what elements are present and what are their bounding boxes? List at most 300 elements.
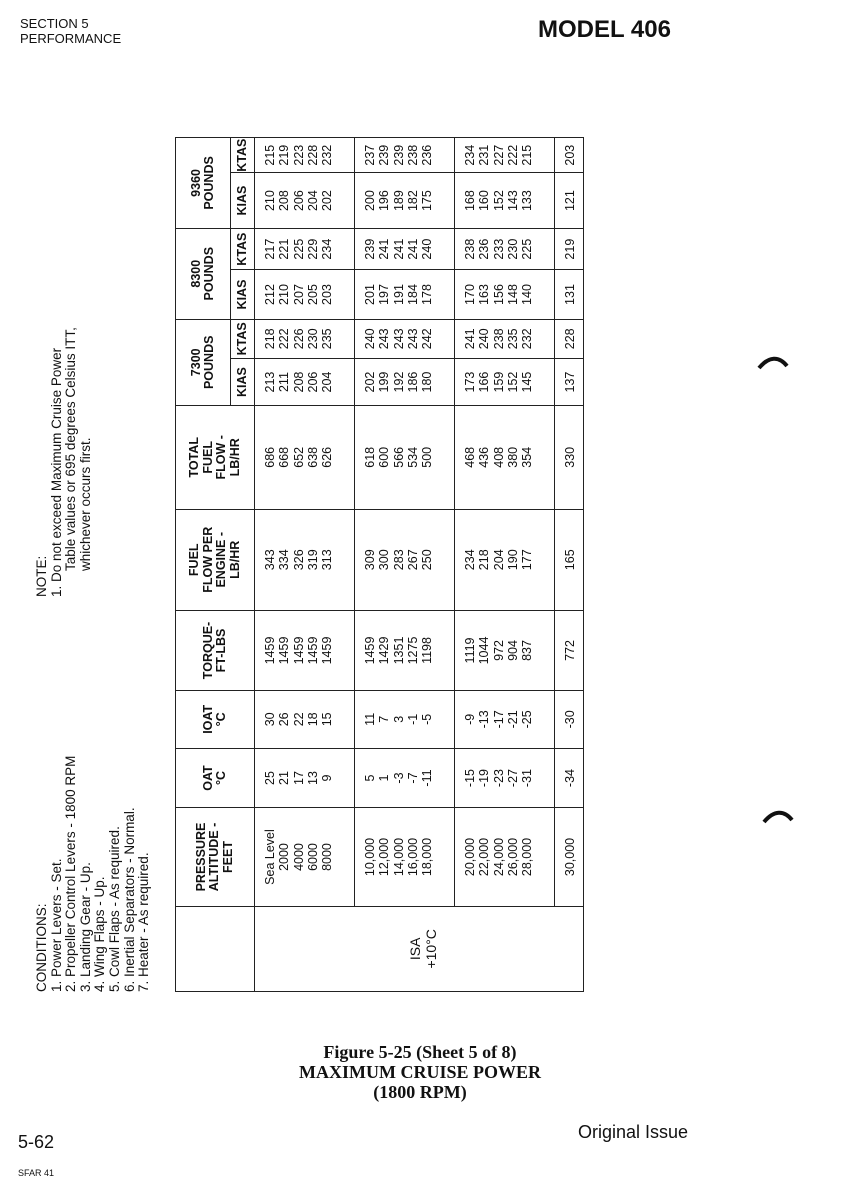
table-value: 233 [491, 238, 506, 260]
table-value: 137 [563, 371, 577, 393]
cell-ktas-9360 [455, 138, 555, 173]
table-value: -31 [520, 768, 535, 788]
cell-kias-7300 [355, 359, 455, 406]
cell-altitude [455, 808, 555, 906]
table-value: 243 [405, 328, 420, 350]
table-value: 204 [320, 371, 335, 393]
header-text: POUNDS [202, 246, 216, 301]
cell-kias-9360 [355, 173, 455, 229]
cell-kias-7300 [455, 359, 555, 406]
table-value: 534 [405, 446, 420, 468]
rotated-performance-content [34, 138, 595, 992]
cell-ioat [555, 691, 584, 749]
table-value: 5 [363, 774, 377, 782]
table-value: 241 [377, 238, 392, 260]
note-line: 1. Do not exceed Maximum Cruise Power [48, 347, 64, 597]
table-value: 192 [391, 371, 406, 393]
cell-kias-8300 [255, 270, 355, 319]
table-value: 4000 [291, 843, 306, 871]
data-group-row [255, 138, 355, 992]
table-value: 334 [277, 549, 292, 571]
table-value: 15 [320, 712, 335, 727]
table-value: 242 [420, 328, 435, 350]
section-title: SECTION 5 [20, 16, 89, 31]
table-value: 22 [291, 712, 306, 727]
table-value: 235 [320, 328, 335, 350]
table-value: 326 [291, 549, 306, 571]
table-value: 283 [391, 549, 406, 571]
table-value: 330 [563, 446, 577, 468]
table-value: 205 [305, 284, 320, 305]
page-number: 5-62 [18, 1132, 55, 1152]
table-value: 25 [263, 771, 277, 785]
cell-ioat [455, 691, 555, 749]
note-line: Table values or 695 degrees Celsius ITT, [63, 327, 79, 571]
header-text: TORQUE- [200, 621, 215, 680]
table-value: -30 [563, 710, 577, 729]
cell-ktas-8300 [355, 228, 455, 270]
table-value: 566 [391, 446, 406, 468]
cell-total-fuel-flow [355, 406, 455, 510]
table-value: 225 [291, 238, 306, 260]
cell-fuel-flow-engine [455, 509, 555, 610]
table-value: 18,000 [420, 837, 435, 877]
table-value: 231 [477, 144, 492, 166]
header-text: POUNDS [202, 335, 216, 390]
header-weight-8300 [176, 228, 231, 319]
table-value: 163 [477, 284, 492, 305]
condition-item: 4. Wing Flaps - Up. [92, 876, 108, 992]
header-text: POUNDS [202, 156, 216, 210]
issue-label: Original Issue [578, 1122, 689, 1142]
table-value: 236 [420, 144, 435, 166]
table-value: 218 [263, 328, 277, 350]
table-value: 1459 [363, 636, 377, 665]
cell-ktas-8300 [455, 228, 555, 270]
table-value: 309 [363, 549, 377, 571]
table-value: -15 [463, 768, 477, 788]
header-text: °C [214, 771, 228, 786]
table-value: 772 [563, 640, 577, 661]
table-value: 14,000 [391, 837, 406, 877]
table-value: 218 [477, 549, 492, 571]
figure-rpm: (1800 RPM) [373, 1082, 467, 1102]
condition-item: 1. Power Levers - Set. [48, 858, 64, 992]
table-value: 189 [391, 190, 406, 212]
table-value: 131 [563, 284, 577, 305]
table-value: 234 [463, 549, 477, 571]
table-value: 215 [263, 144, 277, 166]
table-value: 210 [277, 284, 292, 305]
table-value: 1459 [263, 636, 277, 665]
cell-kias-8300 [555, 270, 584, 319]
table-value: 178 [420, 284, 435, 305]
table-value: 380 [505, 446, 520, 468]
table-value: -11 [420, 769, 435, 787]
table-value: -7 [405, 772, 420, 784]
table-value: 197 [377, 284, 392, 305]
table-value: 241 [391, 238, 406, 260]
table-value: 226 [291, 328, 306, 350]
table-value: 223 [291, 144, 306, 166]
table-value: 210 [263, 190, 277, 212]
section-header [20, 16, 121, 46]
table-value: -17 [491, 710, 506, 729]
condition-label-cell [255, 906, 584, 991]
table-value: 228 [563, 328, 577, 350]
table-value: 232 [320, 144, 335, 166]
header-ktas-9360: KTAS [231, 138, 255, 173]
table-value: 238 [463, 238, 477, 260]
table-value: 626 [320, 446, 335, 468]
table-value: 26 [277, 712, 292, 727]
header-pressure-altitude [176, 808, 255, 906]
figure-number: Figure 5-25 (Sheet 5 of 8) [323, 1042, 517, 1062]
table-value: -27 [505, 768, 520, 788]
table-value: 190 [505, 549, 520, 571]
cell-fuel-flow-engine [355, 509, 455, 610]
table-value: 10,000 [363, 837, 377, 877]
conditions-block [35, 756, 152, 992]
cell-kias-9360 [455, 173, 555, 229]
condition-item: 2. Propeller Control Levers - 1800 RPM [63, 755, 79, 992]
table-value: 468 [463, 446, 477, 468]
table-value: 159 [491, 371, 506, 393]
figure-caption [190, 1042, 650, 1102]
table-value: 140 [520, 284, 535, 305]
cell-fuel-flow-engine [255, 509, 355, 610]
table-value: 7 [377, 715, 392, 723]
table-value: 236 [477, 238, 492, 260]
table-value: 319 [305, 549, 320, 571]
cell-ktas-7300 [355, 319, 455, 359]
data-group-row [555, 138, 584, 992]
condition-label: +10°C [423, 929, 439, 969]
condition-item: 3. Landing Gear - Up. [77, 862, 93, 992]
table-value: 225 [520, 238, 535, 260]
note-block [35, 327, 93, 597]
cell-oat [255, 748, 355, 808]
table-value: 837 [520, 640, 535, 661]
table-value: 234 [320, 238, 335, 260]
table-value: 232 [520, 328, 535, 350]
table-value: -23 [491, 768, 506, 788]
table-value: 133 [520, 190, 535, 212]
condition-item: 5. Cowl Flaps - As required. [106, 826, 122, 992]
table-value: 500 [420, 446, 435, 468]
table-value: 17 [291, 771, 306, 785]
table-value: 202 [363, 371, 377, 393]
table-value: 199 [377, 371, 392, 393]
header-weight-9360 [176, 138, 231, 229]
table-value: -13 [477, 710, 492, 729]
table-value: 196 [377, 190, 392, 212]
table-value: 184 [405, 284, 420, 305]
header-text: TOTAL [187, 437, 201, 478]
table-value: 652 [291, 446, 306, 468]
table-value: 313 [320, 549, 335, 571]
header-fuel-flow-per-engine [176, 509, 255, 610]
table-value: 3 [391, 715, 406, 723]
table-value: 212 [263, 284, 277, 305]
table-value: 211 [277, 372, 292, 393]
header-kias-9360: KIAS [231, 173, 255, 229]
table-value: -21 [505, 710, 520, 729]
cell-ktas-7300 [455, 319, 555, 359]
header-kias-8300: KIAS [231, 270, 255, 319]
table-value: 238 [405, 144, 420, 166]
header-text: FLOW PER [200, 526, 215, 593]
table-value: 300 [377, 549, 392, 571]
figure-title: MAXIMUM CRUISE POWER [299, 1062, 541, 1082]
cell-total-fuel-flow [255, 406, 355, 510]
table-value: 160 [477, 190, 492, 212]
table-value: 215 [520, 144, 535, 166]
table-value: -1 [405, 713, 420, 725]
cell-ioat [255, 691, 355, 749]
table-value: 235 [505, 328, 520, 350]
table-value: 21 [277, 771, 292, 785]
table-value: 1275 [405, 636, 420, 665]
table-value: 13 [305, 771, 320, 785]
table-value: 200 [363, 190, 377, 212]
table-value: 221 [277, 238, 292, 260]
header-text: 8300 [188, 259, 203, 288]
cell-ktas-9360 [555, 138, 584, 173]
table-value: 207 [291, 284, 306, 305]
table-value: 217 [263, 238, 277, 260]
table-value: -3 [391, 772, 406, 784]
header-ktas-7300: KTAS [231, 319, 255, 359]
table-value: 436 [477, 446, 492, 468]
header-text: FLOW - [214, 435, 228, 480]
header-total-fuel-flow [176, 406, 255, 510]
punch-hole-mark [760, 806, 796, 830]
table-value: -34 [563, 768, 577, 788]
cell-ktas-8300 [255, 228, 355, 270]
model-title: MODEL 406 [538, 16, 671, 43]
table-value: 201 [363, 284, 377, 305]
table-value: 26,000 [505, 837, 520, 877]
table-value: 182 [405, 190, 420, 212]
table-value: 1429 [377, 636, 392, 665]
cell-altitude [255, 808, 355, 906]
table-value: 206 [291, 190, 306, 212]
table-value: 222 [277, 328, 292, 350]
header-kias-7300: KIAS [231, 359, 255, 406]
table-value: 175 [420, 190, 435, 212]
header-text: FUEL [200, 440, 215, 474]
data-group-row [455, 138, 555, 992]
table-value: 180 [420, 371, 435, 393]
table-value: 11 [363, 712, 377, 726]
table-value: 243 [377, 328, 392, 350]
header-text: 9360 [188, 169, 203, 197]
table-value: 6000 [305, 843, 320, 871]
table-value: 227 [491, 144, 506, 166]
cell-torque [455, 610, 555, 690]
header-oat [176, 748, 255, 808]
cell-total-fuel-flow [455, 406, 555, 510]
table-value: 230 [305, 328, 320, 350]
table-value: 165 [563, 549, 577, 571]
table-value: 18 [305, 712, 320, 727]
table-value: 241 [405, 238, 420, 260]
table-value: 228 [305, 144, 320, 166]
table-value: 240 [477, 328, 492, 350]
table-value: 1198 [420, 637, 435, 664]
cell-torque [255, 610, 355, 690]
table-value: 904 [505, 640, 520, 661]
table-value: 1044 [477, 636, 492, 665]
table-value: 152 [491, 190, 506, 212]
table-value: 168 [463, 190, 477, 212]
table-value: 8000 [320, 843, 335, 871]
table-value: 202 [320, 190, 335, 212]
table-value: 156 [491, 284, 506, 305]
header-text: IOAT [200, 704, 215, 734]
performance-table-body [176, 138, 584, 992]
table-value: 166 [477, 371, 492, 393]
table-value: 1459 [277, 636, 292, 665]
table-value: 343 [263, 549, 277, 571]
table-value: 243 [391, 328, 406, 350]
header-ktas-8300: KTAS [231, 228, 255, 270]
table-value: 30,000 [563, 837, 577, 877]
performance-table [175, 137, 584, 992]
header-weight-7300 [176, 319, 231, 405]
table-value: 152 [505, 371, 520, 393]
header-text: 7300 [188, 348, 203, 377]
table-value: 1119 [463, 637, 477, 664]
cell-ktas-7300 [255, 319, 355, 359]
header-torque [176, 610, 255, 690]
table-value: Sea Level [263, 829, 277, 885]
table-value: 408 [491, 446, 506, 468]
table-value: 1459 [291, 636, 306, 665]
header-text: FEET [220, 841, 235, 873]
table-value: 177 [520, 549, 535, 571]
table-value: 972 [491, 640, 506, 661]
table-value: 203 [320, 284, 335, 305]
table-value: 234 [463, 144, 477, 166]
table-value: 9 [320, 774, 335, 782]
table-value: -25 [520, 710, 535, 729]
header-text: LB/HR [227, 540, 242, 579]
header-text: FUEL [187, 543, 201, 577]
table-value: 230 [505, 238, 520, 260]
section-subtitle: PERFORMANCE [20, 31, 122, 46]
conditions-heading: CONDITIONS: [34, 903, 49, 992]
condition-label: ISA [407, 937, 423, 961]
table-value: 2000 [277, 843, 292, 871]
table-value: 206 [305, 371, 320, 393]
table-value: 22,000 [477, 837, 492, 877]
table-value: 143 [505, 190, 520, 212]
table-value: 239 [391, 144, 406, 166]
header-text: ENGINE - [214, 531, 228, 588]
table-value: 12,000 [377, 837, 392, 877]
table-value: 16,000 [405, 837, 420, 877]
table-value: 240 [363, 328, 377, 350]
table-value: 203 [563, 144, 577, 166]
table-value: 121 [563, 190, 577, 212]
table-value: 668 [277, 446, 292, 468]
table-value: 239 [377, 144, 392, 166]
table-value: 238 [491, 328, 506, 350]
condition-item: 6. Inertial Separators - Normal. [121, 807, 137, 992]
table-value: 1351 [391, 636, 406, 665]
cell-fuel-flow-engine [555, 509, 584, 610]
table-value: 267 [405, 549, 420, 571]
table-value: 1 [377, 774, 392, 782]
cell-ktas-8300 [555, 228, 584, 270]
table-value: 24,000 [491, 837, 506, 877]
table-value: 222 [505, 144, 520, 166]
table-value: 241 [463, 328, 477, 350]
punch-hole-mark [755, 352, 791, 376]
doc-code: SFAR 41 [18, 1168, 55, 1178]
cell-total-fuel-flow [555, 406, 584, 510]
table-value: 1459 [305, 636, 320, 665]
header-text: LB/HR [227, 438, 242, 477]
table-value: 173 [463, 371, 477, 393]
table-value: -19 [477, 768, 492, 788]
table-value: 686 [263, 446, 277, 468]
table-value: 191 [391, 284, 406, 305]
table-value: 28,000 [520, 837, 535, 877]
cell-kias-7300 [255, 359, 355, 406]
table-value: 240 [420, 238, 435, 260]
cell-kias-9360 [255, 173, 355, 229]
table-value: 237 [363, 144, 377, 166]
table-value: 213 [263, 371, 277, 393]
cell-ktas-9360 [355, 138, 455, 173]
table-value: 208 [277, 190, 292, 212]
table-value: 20,000 [463, 837, 477, 877]
table-value: 618 [363, 446, 377, 468]
cell-kias-9360 [555, 173, 584, 229]
table-value: 239 [363, 238, 377, 260]
table-value: 204 [305, 190, 320, 212]
header-text: FT-LBS [214, 628, 228, 673]
cell-torque [355, 610, 455, 690]
cell-altitude [355, 808, 455, 906]
table-value: 204 [491, 549, 506, 571]
table-value: 354 [520, 446, 535, 468]
table-value: -5 [420, 713, 435, 725]
note-line: whichever occurs first. [77, 437, 93, 571]
cell-torque [555, 610, 584, 690]
header-text: PRESSURE [193, 822, 208, 892]
table-value: 219 [277, 144, 292, 166]
cell-ioat [355, 691, 455, 749]
cell-oat [455, 748, 555, 808]
condition-header-cell [176, 906, 255, 991]
table-value: 186 [405, 371, 420, 393]
table-value: 219 [563, 238, 577, 260]
cell-oat [355, 748, 455, 808]
table-value: 1459 [320, 636, 335, 665]
header-text: °C [214, 712, 228, 727]
table-value: 638 [305, 446, 320, 468]
header-text: OAT [200, 765, 215, 791]
table-value: 600 [377, 446, 392, 468]
table-value: 145 [520, 371, 535, 393]
table-value: 208 [291, 371, 306, 393]
note-heading: NOTE: [34, 555, 49, 597]
table-value: 229 [305, 238, 320, 260]
